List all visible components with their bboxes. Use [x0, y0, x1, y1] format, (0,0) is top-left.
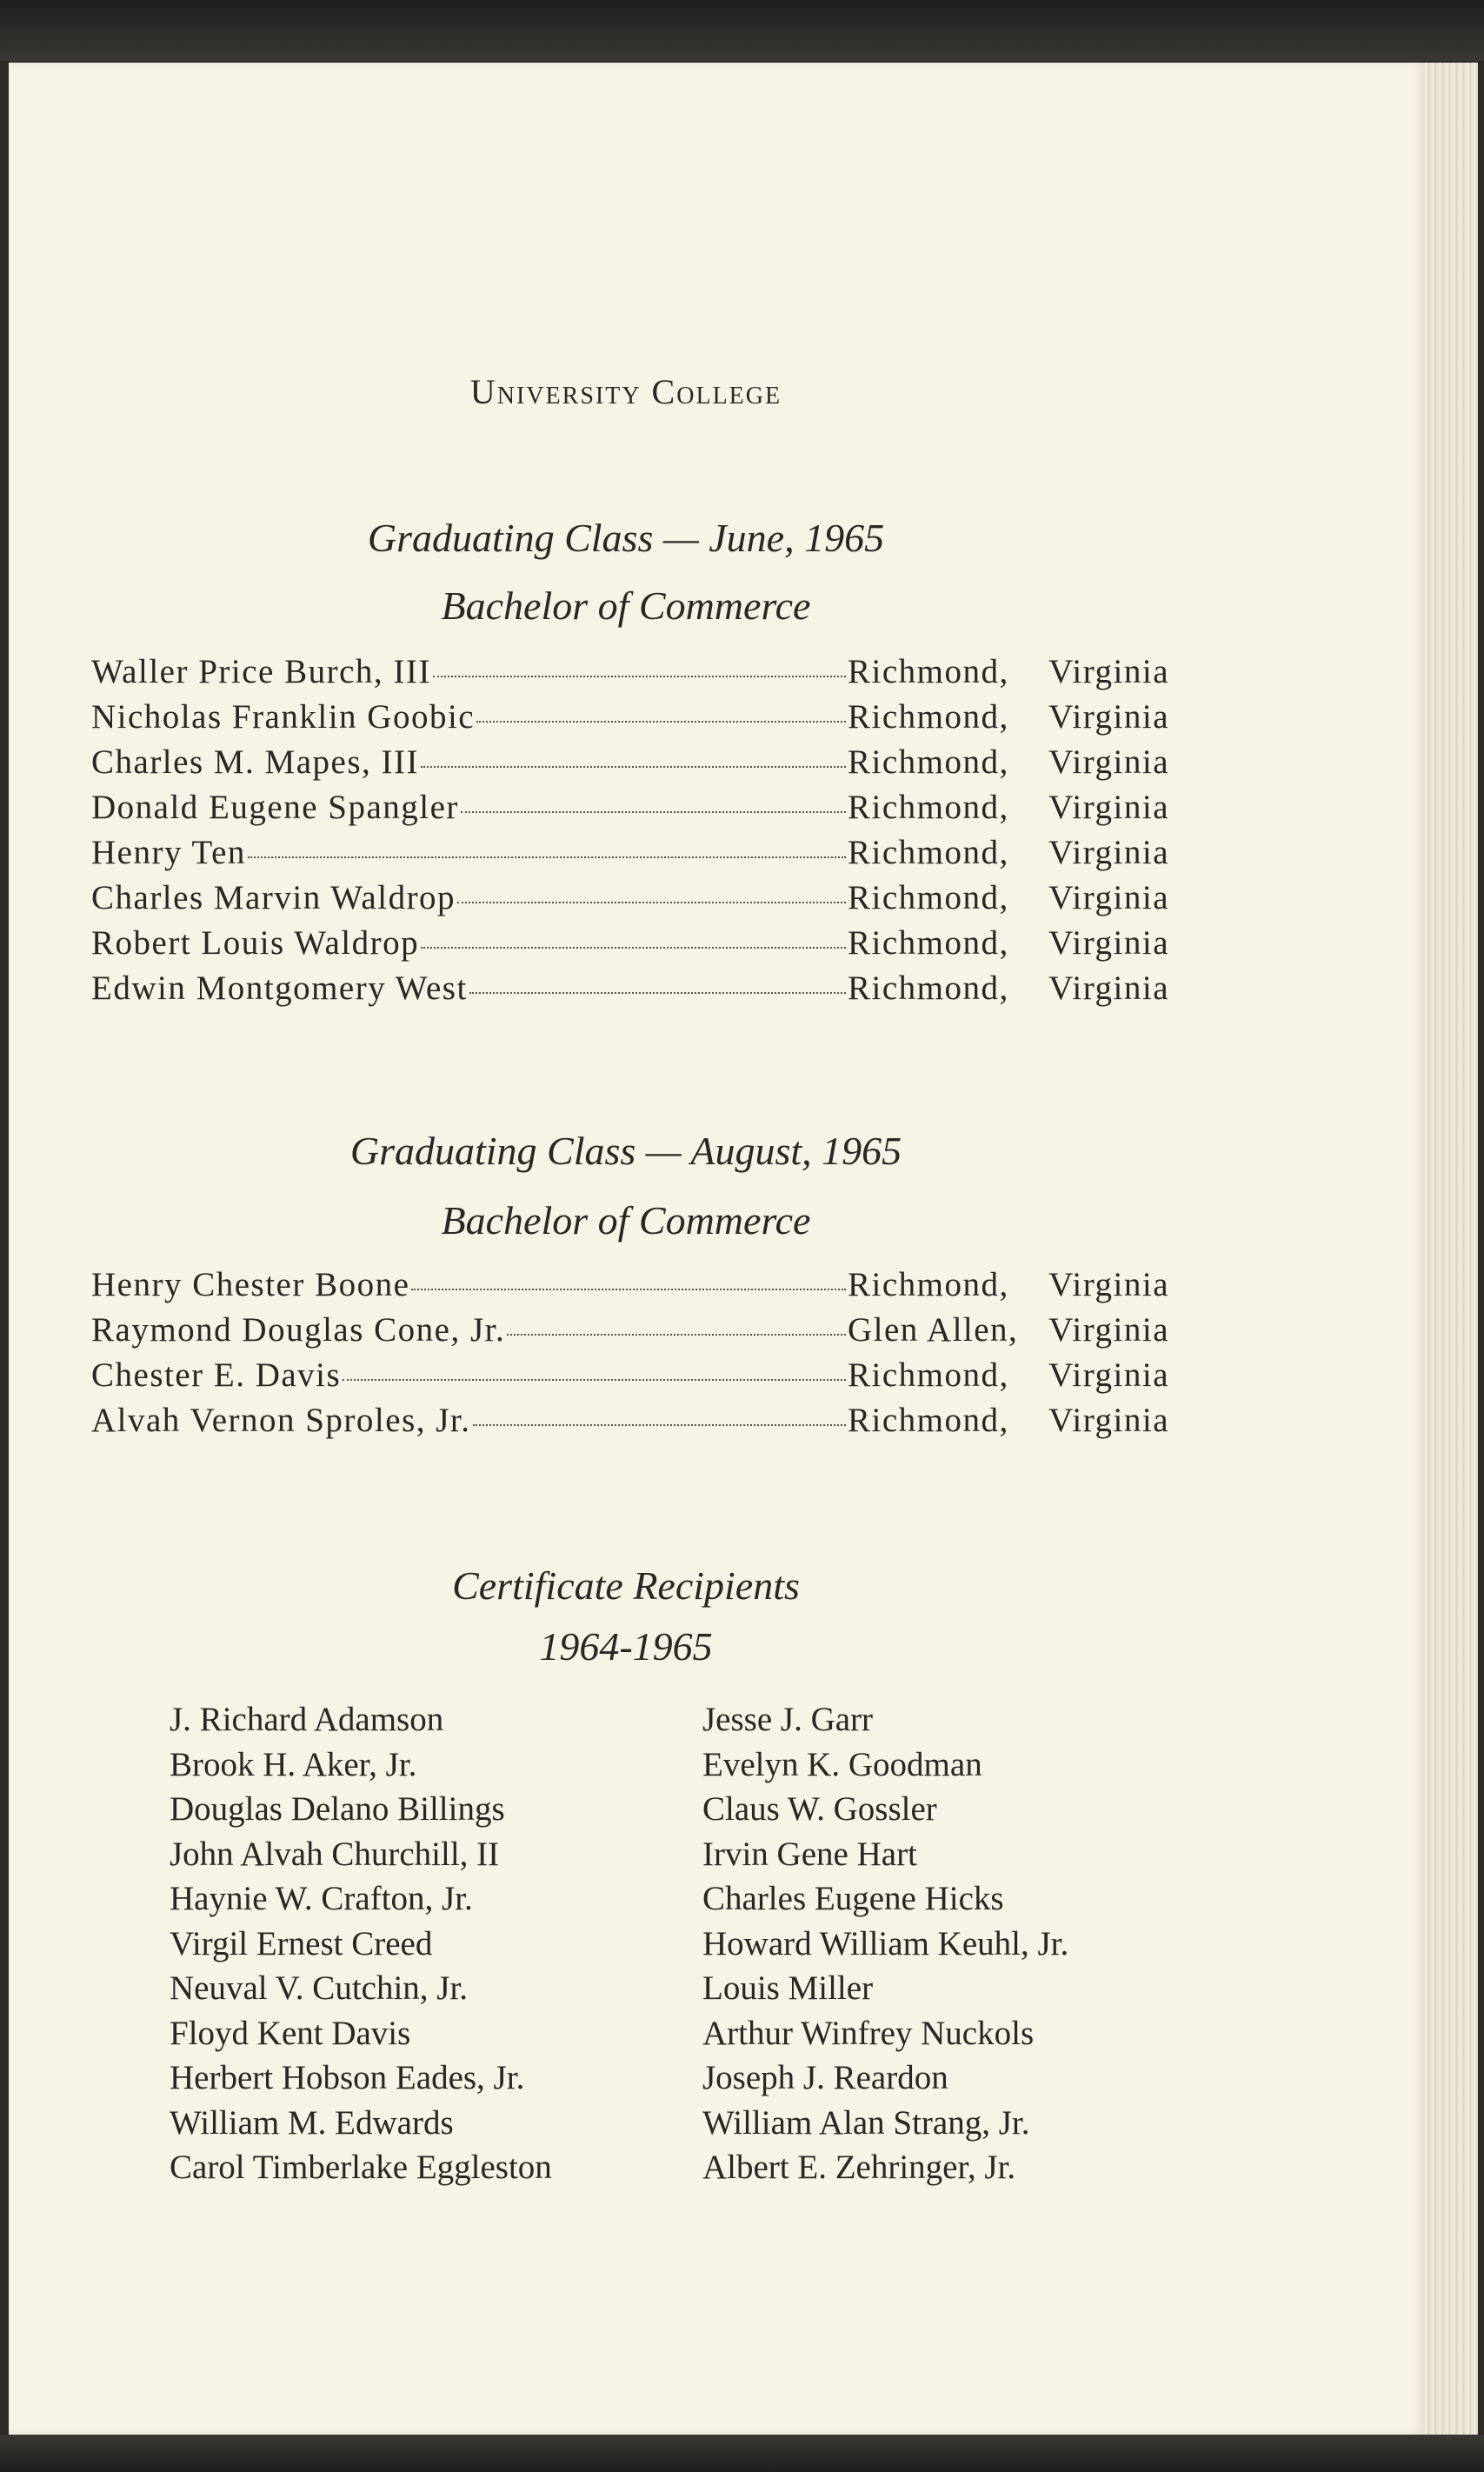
graduate-state: Virginia: [1048, 1311, 1169, 1349]
graduate-name: Charles Marvin Waldrop: [91, 879, 456, 916]
graduate-city: Richmond,: [848, 1402, 1009, 1439]
graduate-state: Virginia: [1048, 834, 1169, 871]
graduate-city: Glen Allen,: [848, 1311, 1019, 1349]
certificate-recipient: J. Richard Adamson: [170, 1701, 444, 1738]
certificate-recipient: Brook H. Aker, Jr.: [170, 1745, 417, 1783]
certificate-years: 1964-1965: [539, 1624, 713, 1669]
graduate-name: Nicholas Franklin Goobic: [91, 698, 476, 736]
certificate-recipient: Joseph J. Reardon: [702, 2059, 948, 2096]
dot-leader: [476, 721, 846, 723]
certificate-list-right: [702, 1697, 1068, 2190]
graduate-row: [91, 1353, 1169, 1398]
august-graduate-list: [91, 1263, 1169, 1443]
dot-leader: [421, 766, 846, 768]
graduate-row: [91, 876, 1169, 921]
dot-leader: [473, 1424, 846, 1426]
graduate-state: Virginia: [1048, 789, 1169, 826]
certificate-recipient: Louis Miller: [702, 1969, 874, 2007]
certificate-recipient: Evelyn K. Goodman: [702, 1745, 982, 1783]
graduate-name: Robert Louis Waldrop: [91, 924, 420, 962]
college-title: University College: [469, 372, 782, 411]
graduate-state: Virginia: [1048, 743, 1169, 781]
august-degree-heading: Bachelor of Commerce: [441, 1198, 811, 1243]
graduate-name: Raymond Douglas Cone, Jr.: [91, 1311, 506, 1349]
certificate-recipient: Albert E. Zehringer, Jr.: [702, 2149, 1016, 2186]
dot-leader: [343, 1379, 846, 1381]
graduate-city: Richmond,: [848, 969, 1009, 1007]
dot-leader: [457, 902, 846, 903]
graduate-city: Richmond,: [848, 653, 1009, 690]
graduate-name: Henry Chester Boone: [91, 1266, 410, 1303]
certificate-recipient: Floyd Kent Davis: [170, 2014, 411, 2052]
graduate-row: [91, 785, 1169, 830]
graduate-row: [91, 695, 1169, 740]
certificate-recipient: William M. Edwards: [170, 2103, 454, 2142]
june-degree-heading: Bachelor of Commerce: [441, 583, 811, 628]
dot-leader: [248, 856, 846, 858]
graduate-location: [848, 740, 1169, 785]
page-stack-edge: [1417, 63, 1478, 2445]
graduate-state: Virginia: [1048, 1402, 1169, 1439]
graduate-row: [91, 1308, 1169, 1353]
certificate-recipient: John Alvah Churchill, II: [170, 1835, 500, 1873]
graduate-location: [848, 1308, 1169, 1353]
graduate-state: Virginia: [1048, 1356, 1169, 1394]
graduate-state: Virginia: [1048, 653, 1169, 690]
certificate-recipient: Arthur Winfrey Nuckols: [702, 2014, 1035, 2052]
certificate-recipient: Charles Eugene Hicks: [702, 1880, 1004, 1917]
graduate-state: Virginia: [1048, 969, 1169, 1007]
certificate-recipient: Jesse J. Garr: [702, 1701, 874, 1738]
graduate-location: [848, 1263, 1169, 1308]
graduate-location: [848, 650, 1169, 695]
graduate-name: Alvah Vernon Sproles, Jr.: [91, 1402, 471, 1439]
graduate-city: Richmond,: [848, 924, 1009, 962]
book-page: [9, 63, 1424, 2435]
graduate-city: Richmond,: [848, 789, 1009, 826]
graduate-state: Virginia: [1048, 1266, 1169, 1303]
certificate-list-left: [170, 1697, 552, 2190]
certificate-recipient: Herbert Hobson Eades, Jr.: [170, 2059, 525, 2096]
graduate-location: [848, 876, 1169, 921]
graduate-city: Richmond,: [848, 698, 1009, 736]
book-bottom-edge: [0, 2435, 1484, 2472]
june-graduate-list: [91, 650, 1169, 1011]
graduate-city: Richmond,: [848, 1356, 1009, 1394]
graduate-city: Richmond,: [848, 834, 1009, 871]
graduate-location: [848, 830, 1169, 876]
dot-leader: [411, 1289, 846, 1290]
dot-leader: [469, 992, 846, 994]
graduate-row: [91, 830, 1169, 876]
graduate-row: [91, 966, 1169, 1011]
graduate-name: Edwin Montgomery West: [91, 969, 468, 1007]
certificate-recipient: Haynie W. Crafton, Jr.: [170, 1880, 473, 1917]
june-class-heading: Graduating Class — June, 1965: [367, 516, 885, 560]
graduate-name: Chester E. Davis: [91, 1356, 342, 1394]
graduate-location: [848, 966, 1169, 1011]
graduate-name: Henry Ten: [91, 834, 246, 871]
dot-leader: [461, 811, 846, 813]
certificate-recipient: Douglas Delano Billings: [170, 1790, 505, 1828]
certificate-recipient: Howard William Keuhl, Jr.: [702, 1924, 1069, 1962]
august-class-heading: Graduating Class — August, 1965: [349, 1129, 902, 1173]
certificate-recipient: William Alan Strang, Jr.: [702, 2103, 1030, 2142]
graduate-city: Richmond,: [848, 879, 1009, 916]
graduate-row: [91, 740, 1169, 785]
dot-leader: [433, 676, 846, 677]
certificate-recipient: Claus W. Gossler: [702, 1790, 937, 1828]
graduate-row: [91, 650, 1169, 695]
graduate-location: [848, 1353, 1169, 1398]
graduate-location: [848, 1398, 1169, 1443]
graduate-name: Waller Price Burch, III: [91, 653, 431, 690]
graduate-city: Richmond,: [848, 1266, 1009, 1303]
graduate-row: [91, 1398, 1169, 1443]
graduate-name: Donald Eugene Spangler: [91, 789, 459, 826]
certificate-recipient: Carol Timberlake Eggleston: [170, 2149, 552, 2186]
graduate-state: Virginia: [1048, 924, 1169, 962]
graduate-row: [91, 1263, 1169, 1308]
certificate-recipient: Virgil Ernest Creed: [170, 1924, 433, 1962]
graduate-location: [848, 785, 1169, 830]
graduate-city: Richmond,: [848, 743, 1009, 781]
graduate-name: Charles M. Mapes, III: [91, 743, 419, 781]
graduate-row: [91, 921, 1169, 966]
certificate-heading: Certificate Recipients: [452, 1563, 800, 1608]
certificate-recipient: Irvin Gene Hart: [702, 1835, 917, 1873]
dot-leader: [507, 1334, 846, 1336]
certificate-recipient: Neuval V. Cutchin, Jr.: [170, 1969, 469, 2007]
dot-leader: [421, 947, 846, 949]
graduate-state: Virginia: [1048, 698, 1169, 736]
graduate-state: Virginia: [1048, 879, 1169, 916]
book-top-edge: [0, 0, 1484, 61]
graduate-location: [848, 921, 1169, 966]
graduate-location: [848, 695, 1169, 740]
